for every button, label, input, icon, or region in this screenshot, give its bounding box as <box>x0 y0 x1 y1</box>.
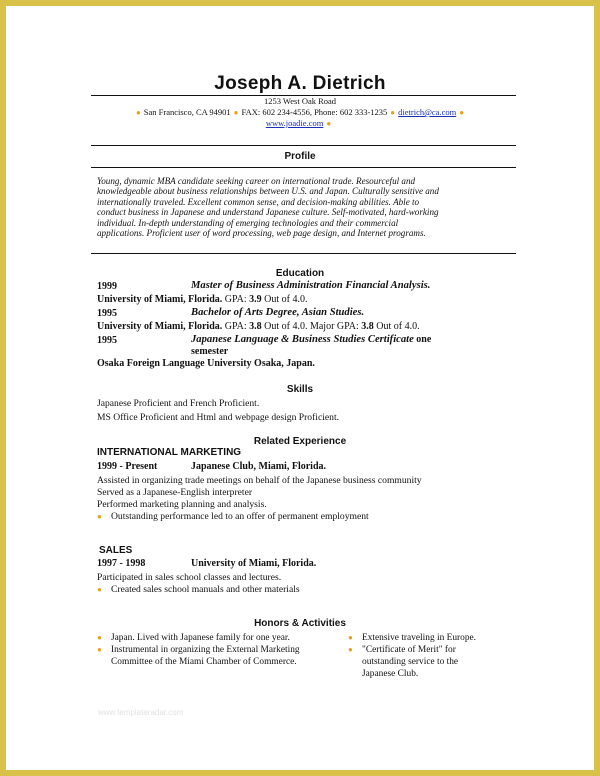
edu-degree: Bachelor of Arts Degree, Asian Studies. <box>191 307 365 318</box>
profile-line: Young, dynamic MBA candidate seeking career on international trade. Resourceful and <box>97 176 416 186</box>
job-line: Assisted in organizing trade meetings on behalf of the Japanese business community <box>97 475 422 486</box>
edu-school: University of Miami, Florida. GPA: 3.9 Out of 4.0. <box>97 294 308 305</box>
bullet-icon: ● <box>97 585 102 594</box>
skills-line: MS Office Proficient and Html and webpage design Proficient. <box>97 412 340 423</box>
honor-item: ● "Certificate of Merit" for <box>348 645 456 655</box>
honor-item-cont: Committee of the Miami Chamber of Commerce. <box>111 657 297 667</box>
bullet-icon: ● <box>390 108 396 117</box>
profile-line: applications. Proficient user of word processing, web page design, and Internet programs. <box>97 228 426 239</box>
honor-item: ● Extensive traveling in Europe. <box>348 633 477 643</box>
website-link[interactable]: www.joadie.com <box>265 118 324 128</box>
edu-school: University of Miami, Florida. GPA: 3.8 Out of 4.0. Major GPA: 3.8 Out of 4.0. <box>97 321 420 332</box>
profile-rule-bottom <box>91 253 516 254</box>
website-line <box>6 118 594 129</box>
profile-title: Profile <box>284 151 316 162</box>
job-bullet: ● Outstanding performance led to an offer of permanent employment <box>97 511 369 522</box>
email-link[interactable]: dietrich@ca.com <box>398 107 457 117</box>
bullet-icon: ● <box>97 633 102 642</box>
address-line: 1253 West Oak Road <box>263 96 337 106</box>
education-title: Education <box>275 268 325 279</box>
contact-line <box>6 107 594 118</box>
job-line: Performed marketing planning and analysis. <box>97 499 267 510</box>
honor-item: ● Japan. Lived with Japanese family for one year. <box>97 633 290 643</box>
edu-year: 1995 <box>97 335 117 346</box>
edu-school: Osaka Foreign Language University Osaka, Japan. <box>97 358 315 369</box>
edu-degree-cont: semester <box>191 346 229 357</box>
bullet-icon: ● <box>459 108 465 117</box>
job-heading: INTERNATIONAL MARKETING <box>97 447 242 458</box>
bullet-icon: ● <box>97 512 102 521</box>
experience-title: Related Experience <box>253 436 347 447</box>
job-bullet: ● Created sales school manuals and other materials <box>97 584 300 595</box>
edu-degree: Japanese Language & Business Studies Certificate one <box>191 334 432 345</box>
bullet-icon: ● <box>233 108 239 117</box>
profile-line: conduct business in Japanese and understand Japanese culture. Self-motivated, hard-working <box>97 207 439 218</box>
bullet-icon: ● <box>348 645 353 654</box>
bullet-icon: ● <box>326 119 332 128</box>
profile-line: individual. In-depth understanding of emerging technologies and their commercial <box>97 217 399 228</box>
job-dates: 1999 - Present <box>97 461 158 472</box>
profile-line: knowledgeable about business relationships between U.S. and Japan. Culturally sensitive and <box>97 186 439 197</box>
job-employer: Japanese Club, Miami, Florida. <box>191 461 327 472</box>
candidate-name: Joseph A. Dietrich <box>214 73 386 94</box>
honor-item-cont: outstanding service to the <box>362 657 459 667</box>
job-line: Served as a Japanese-English interpreter <box>97 487 253 498</box>
job-line: Participated in sales school classes and lectures. <box>97 572 282 583</box>
edu-year: 1995 <box>97 308 117 319</box>
edu-degree: Master of Business Administration Financial Analysis. <box>191 280 431 291</box>
profile-rule-top <box>91 145 516 146</box>
profile-rule-mid <box>91 167 516 168</box>
city: San Francisco, CA 94901 <box>143 107 231 117</box>
profile-text <box>97 176 517 238</box>
honors-title: Honors & Activities <box>254 618 346 629</box>
profile-line: internationally traveled. Excellent common sense, and decision-making abilities. Able to <box>97 196 420 207</box>
bullet-icon: ● <box>97 645 102 654</box>
bullet-icon: ● <box>135 108 141 117</box>
watermark: www.templateradar.com <box>98 708 184 717</box>
fax-phone: FAX: 602 234-4556, Phone: 602 333-1235 <box>241 107 388 117</box>
honor-item-cont: Japanese Club. <box>362 669 419 679</box>
skills-line: Japanese Proficient and French Proficient. <box>97 398 260 409</box>
job-dates: 1997 - 1998 <box>97 558 146 569</box>
edu-year: 1999 <box>97 281 117 292</box>
bullet-icon: ● <box>348 633 353 642</box>
honor-item: ● Instrumental in organizing the External Marketing <box>97 645 300 655</box>
job-heading: SALES <box>99 545 133 556</box>
skills-title: Skills <box>286 384 314 395</box>
resume-page <box>6 6 594 770</box>
job-employer: University of Miami, Florida. <box>191 558 317 569</box>
